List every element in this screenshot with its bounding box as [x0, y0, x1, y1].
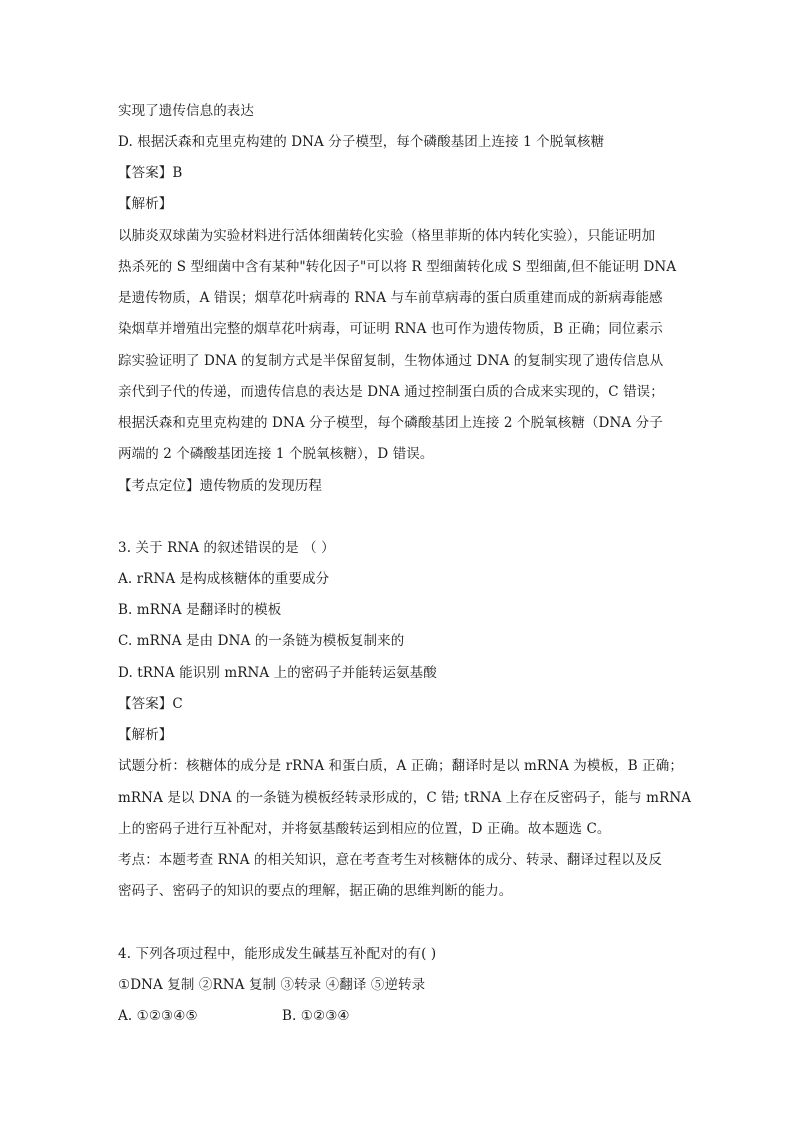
q2-analysis-line: 染烟草并增殖出完整的烟草花叶病毒，可证明 RNA 也可作为遗传物质，B 正确；同位素示 [118, 321, 663, 337]
q4-option-b: B. ①②③④ [282, 1008, 350, 1024]
q2-analysis-heading: 【解析】 [118, 196, 173, 212]
q2-answer: 【答案】B [118, 165, 183, 181]
q3-analysis-line: mRNA 是以 DNA 的一条链为模板经转录形成的，C 错; tRNA 上存在反密码子，能与 mRNA [118, 790, 692, 806]
q3-analysis-heading: 【解析】 [118, 727, 173, 743]
q2-continuation: 实现了遗传信息的表达 [118, 103, 254, 119]
q4-stem: 4. 下列各项过程中，能形成发生碱基互补配对的有( ) [118, 946, 437, 962]
q3-option-a: A. rRNA 是构成核糖体的重要成分 [118, 571, 330, 587]
q2-analysis-line: 亲代到子代的传递，而遗传信息的表达是 DNA 通过控制蛋白质的合成来实现的，C 错误； [118, 384, 664, 400]
q2-analysis-line: 踪实验证明了 DNA 的复制方式是半保留复制，生物体通过 DNA 的复制实现了遗传信息从 [118, 353, 664, 369]
q3-option-c: C. mRNA 是由 DNA 的一条链为模板复制来的 [118, 633, 405, 649]
q3-analysis-line: 上的密码子进行互补配对，并将氨基酸转运到相应的位置，D 正确。故本题选 C。 [118, 821, 611, 837]
q3-analysis-line: 密码子、密码子的知识的要点的理解，据正确的思维判断的能力。 [118, 883, 513, 899]
q3-analysis-line: 试题分析：核糖体的成分是 rRNA 和蛋白质，A 正确；翻译时是以 mRNA 为模板，B 正确； [118, 758, 683, 774]
q3-stem: 3. 关于 RNA 的叙述错误的是 （ ） [118, 540, 335, 556]
q2-analysis-line: 以肺炎双球菌为实验材料进行活体细菌转化实验（格里菲斯的体内转化实验），只能证明加 [118, 228, 656, 244]
q2-analysis-line: 根据沃森和克里克构建的 DNA 分子模型，每个磷酸基团上连接 2 个脱氧核糖（DNA 分子 [118, 415, 663, 431]
q2-option-d: D. 根据沃森和克里克构建的 DNA 分子模型，每个磷酸基团上连接 1 个脱氧核糖 [118, 134, 605, 150]
q2-kaodian: 【考点定位】遗传物质的发现历程 [118, 478, 322, 494]
q2-analysis-line: 两端的 2 个磷酸基团连接 1 个脱氧核糖），D 错误。 [118, 446, 434, 462]
q4-options-row [118, 1006, 350, 1026]
q4-items: ①DNA 复制 ②RNA 复制 ③转录 ④翻译 ⑤逆转录 [118, 977, 426, 993]
q4-option-a: A. ①②③④⑤ [118, 1008, 198, 1024]
q3-option-d: D. tRNA 能识别 mRNA 上的密码子并能转运氨基酸 [118, 665, 437, 681]
q3-option-b: B. mRNA 是翻译时的模板 [118, 602, 282, 618]
q3-analysis-line: 考点：本题考查 RNA 的相关知识，意在考查考生对核糖体的成分、转录、翻译过程以及反 [118, 852, 663, 868]
q2-analysis-line: 热杀死的 S 型细菌中含有某种"转化因子"可以将 R 型细菌转化成 S 型细菌,但不能证明 DNA [118, 259, 677, 275]
q2-analysis-line: 是遗传物质，A 错误；烟草花叶病毒的 RNA 与车前草病毒的蛋白质重建而成的新病毒能感 [118, 290, 663, 306]
q3-answer: 【答案】C [118, 696, 183, 712]
